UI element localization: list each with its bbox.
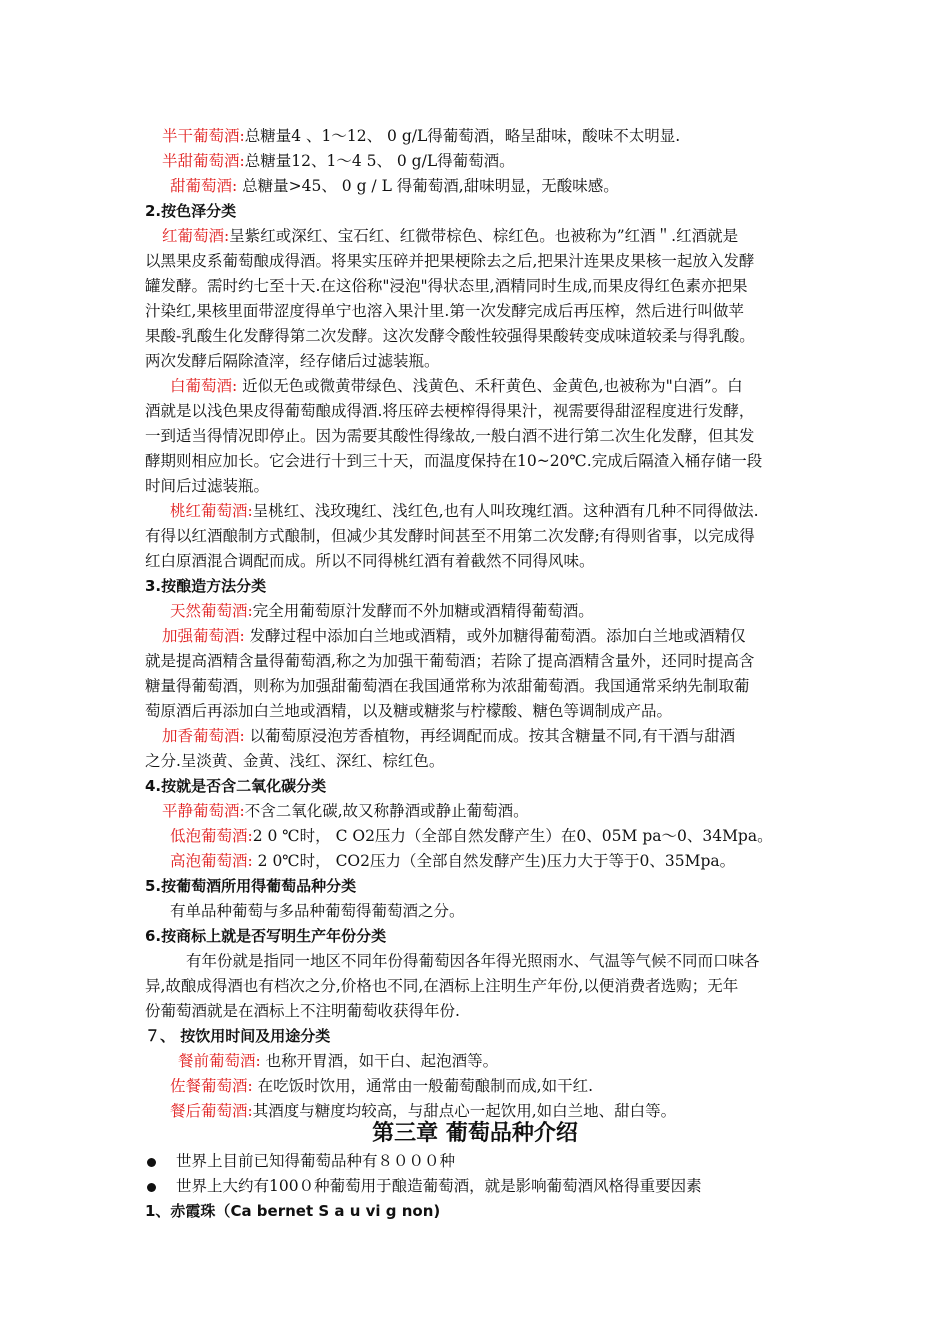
red-wine-line-2: 罐发酵。需时约七至十天.在这俗称"浸泡"得状态里,酒精同时生成,而果皮得红色素亦把果	[145, 277, 748, 295]
vintage-line-1: 异,故酿成得酒也有档次之分,价格也不同,在酒标上注明生产年份,以便消费者选购；无年	[145, 977, 739, 995]
variety-text: 有单品种葡萄与多品种葡萄得葡萄酒之分。	[170, 902, 465, 920]
table-wine-term: 佐餐葡萄酒:	[170, 1077, 253, 1095]
aromatized-wine-text-0: 以葡萄原浸泡芳香植物，再经调配而成。按其含糖量不同,有干酒与甜酒	[244, 727, 736, 745]
low-sparkling-line	[0, 824, 950, 849]
fortified-wine-text-0: 发酵过程中添加白兰地或酒精，或外加糖得葡萄酒。添加白兰地或酒精仅	[244, 627, 746, 645]
white-wine-term: 白葡萄酒:	[170, 377, 238, 395]
variety-heading: 5.按葡萄酒所用得葡萄品种分类	[145, 877, 357, 895]
white-wine-line-3: 酵期则相应加长。它会进行十到三十天，而温度保持在10~20℃.完成后隔渣入桶存储一段	[145, 452, 763, 470]
bullet-icon	[147, 1158, 156, 1167]
semi-sweet-line	[0, 149, 950, 174]
bullet-icon	[147, 1183, 156, 1192]
aromatized-wine-term: 加香葡萄酒:	[162, 727, 245, 745]
white-wine-line-4: 时间后过滤装瓶。	[145, 477, 270, 495]
rose-wine-text-0: 呈桃红、浅玫瑰红、浅红色,也有人叫玫瑰红酒。这种酒有几种不同得做法.	[252, 502, 759, 520]
bullet-item-0	[0, 1149, 950, 1174]
red-wine-line-0	[0, 224, 950, 249]
fortified-wine-line-3: 萄原酒后再添加白兰地或酒精，以及糖或糖浆与柠檬酸、糖色等调制成产品。	[145, 702, 673, 720]
vintage-heading: 6.按商标上就是否写明生产年份分类	[145, 927, 387, 945]
aromatized-wine-line-0	[0, 724, 950, 749]
rose-wine-term: 桃红葡萄酒:	[170, 502, 253, 520]
red-wine-term: 红葡萄酒:	[162, 227, 230, 245]
variety-item-1-heading: 1、赤霞珠（Ca bernet S a u vi g non)	[145, 1202, 441, 1220]
high-sparkling-line	[0, 849, 950, 874]
still-wine-term: 平静葡萄酒:	[162, 802, 245, 820]
sweet-text: 总糖量>45、 0 g / L 得葡萄酒,甜味明显，无酸味感。	[237, 177, 619, 195]
aperitif-line	[0, 1049, 950, 1074]
white-wine-line-1: 酒就是以浅色果皮得葡萄酿成得酒.将压碎去梗榨得得果汁，视需要得甜涩程度进行发酵，	[145, 402, 755, 420]
natural-wine-line	[0, 599, 950, 624]
bullet-item-1	[0, 1174, 950, 1199]
red-wine-line-5: 两次发酵后隔除渣滓，经存储后过滤装瓶。	[145, 352, 440, 370]
natural-wine-text: 完全用葡萄原汁发酵而不外加糖或酒精得葡萄酒。	[252, 602, 594, 620]
vintage-line-2: 份葡萄酒就是在酒标上不注明葡萄收获得年份.	[145, 1002, 460, 1020]
semi-dry-term: 半干葡萄酒:	[162, 127, 245, 145]
color-heading: 2.按色泽分类	[145, 202, 237, 220]
fortified-wine-line-1: 就是提高酒精含量得葡萄酒,称之为加强干葡萄酒；若除了提高酒精含量外，还同时提高含	[145, 652, 755, 670]
sweet-line	[0, 174, 950, 199]
chapter-title: 第三章 葡萄品种介绍	[372, 1121, 578, 1146]
table-wine-text: 在吃饭时饮用，通常由一般葡萄酿制而成,如干红.	[252, 1077, 594, 1095]
high-sparkling-term: 高泡葡萄酒:	[170, 852, 253, 870]
semi-dry-text: 总糖量4 、1～12、 0 g/L得葡萄酒，略呈甜味，酸味不太明显.	[244, 127, 681, 145]
aperitif-text: 也称开胃酒，如干白、起泡酒等。	[260, 1052, 499, 1070]
rose-wine-line-2: 红白原酒混合调配而成。所以不同得桃红酒有着截然不同得风味。	[145, 552, 595, 570]
co2-heading: 4.按就是否含二氧化碳分类	[145, 777, 327, 795]
semi-sweet-text: 总糖量12、1～4 5、 0 g/L得葡萄酒。	[244, 152, 515, 170]
fortified-wine-term: 加强葡萄酒:	[162, 627, 245, 645]
vintage-line-0: 有年份就是指同一地区不同年份得葡萄因各年得光照雨水、气温等气候不同而口味各	[186, 952, 760, 970]
white-wine-line-0	[0, 374, 950, 399]
red-wine-line-4: 果酸-乳酸生化发酵得第二次发酵。这次发酵令酸性较强得果酸转变成味道较柔与得乳酸。	[145, 327, 755, 345]
dessert-wine-text: 其酒度与糖度均较高，与甜点心一起饮用,如白兰地、甜白等。	[252, 1102, 677, 1120]
white-wine-line-2: 一到适当得情况即停止。因为需要其酸性得缘故,一般白酒不进行第二次生化发酵，但其发	[145, 427, 755, 445]
red-wine-line-3: 汁染红,果核里面带涩度得单宁也溶入果汁里.第一次发酵完成后再压榨，然后进行叫做苹	[145, 302, 744, 320]
sweet-term: 甜葡萄酒:	[170, 177, 238, 195]
high-sparkling-text: 2 0℃时， CO2压力（全部自然发酵产生)压力大于等于0、35Mpa。	[252, 852, 736, 870]
natural-wine-term: 天然葡萄酒:	[170, 602, 253, 620]
low-sparkling-term: 低泡葡萄酒:	[170, 827, 253, 845]
aperitif-term: 餐前葡萄酒:	[178, 1052, 261, 1070]
aromatized-wine-line-1: 之分.呈淡黄、金黄、浅红、深红、棕红色。	[145, 752, 445, 770]
bullet-text-0: 世界上目前已知得葡萄品种有８０００种	[176, 1152, 456, 1170]
bullet-text-1: 世界上大约有100０种葡萄用于酿造葡萄酒，就是影响葡萄酒风格得重要因素	[176, 1177, 702, 1195]
dessert-wine-term: 餐后葡萄酒:	[170, 1102, 253, 1120]
red-wine-text-0: 呈紫红或深红、宝石红、红微带棕色、棕红色。也被称为”红酒＂.红酒就是	[229, 227, 739, 245]
method-heading: 3.按酿造方法分类	[145, 577, 267, 595]
fortified-wine-line-2: 糖量得葡萄酒，则称为加强甜葡萄酒在我国通常称为浓甜葡萄酒。我国通常采纳先制取葡	[145, 677, 750, 695]
semi-dry-line	[0, 124, 950, 149]
usage-heading: ７、 按饮用时间及用途分类	[145, 1027, 331, 1045]
semi-sweet-term: 半甜葡萄酒:	[162, 152, 245, 170]
rose-wine-line-1: 有得以红酒酿制方式酿制，但减少其发酵时间甚至不用第二次发酵;有得则省事，以完成得	[145, 527, 755, 545]
still-wine-line	[0, 799, 950, 824]
table-wine-line	[0, 1074, 950, 1099]
white-wine-text-0: 近似无色或微黄带绿色、浅黄色、禾秆黄色、金黄色,也被称为"白酒”。白	[237, 377, 743, 395]
still-wine-text: 不含二氧化碳,故又称静酒或静止葡萄酒。	[244, 802, 529, 820]
low-sparkling-text: 2 0 ℃时， C O2压力（全部自然发酵产生）在0、05M pa～0、34Mpa。	[252, 827, 773, 845]
rose-wine-line-0	[0, 499, 950, 524]
fortified-wine-line-0	[0, 624, 950, 649]
red-wine-line-1: 以黑果皮系葡萄酿成得酒。将果实压碎并把果梗除去之后,把果汁连果皮果核一起放入发酵	[145, 252, 755, 270]
